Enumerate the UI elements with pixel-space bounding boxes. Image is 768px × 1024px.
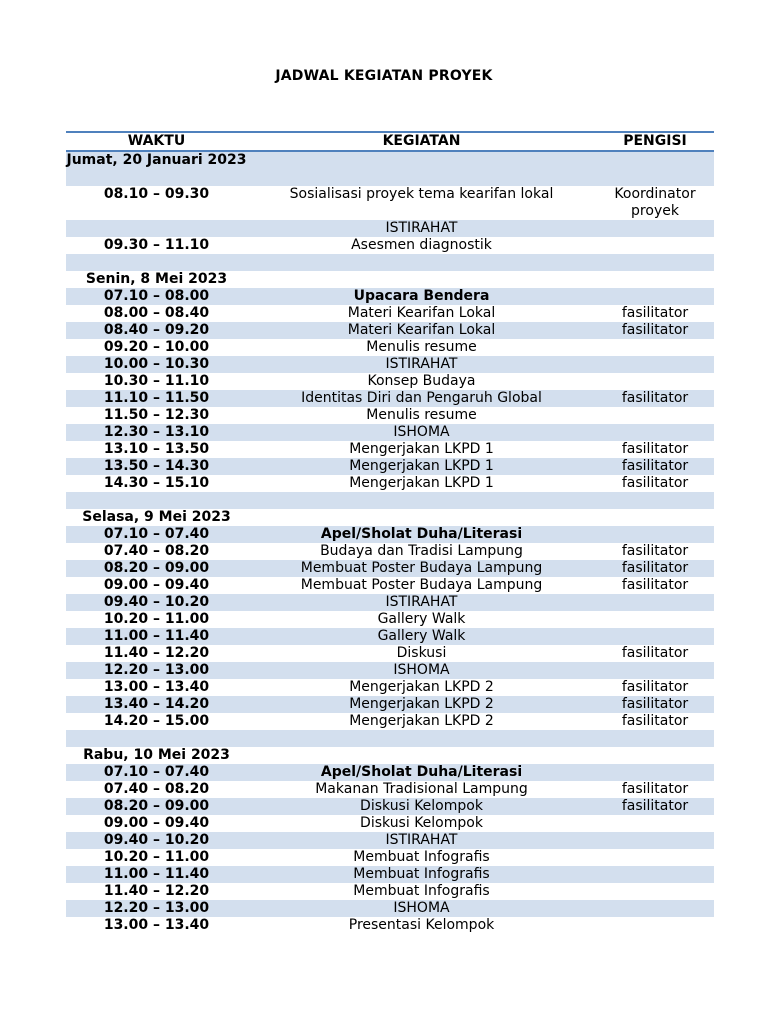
cell-pengisi	[596, 220, 714, 237]
cell-kegiatan: Gallery Walk	[377, 628, 466, 644]
cell-pengisi	[596, 730, 714, 747]
cell-pengisi: fasilitator	[621, 713, 689, 729]
cell-pengisi	[596, 339, 714, 356]
cell-waktu: 11.10 – 11.50	[103, 390, 210, 406]
table-row	[66, 628, 714, 645]
table-row	[66, 305, 714, 322]
cell-pengisi: fasilitator	[621, 305, 689, 321]
cell-waktu: Rabu, 10 Mei 2023	[83, 747, 230, 763]
table-row	[66, 339, 714, 356]
cell-waktu: 08.20 – 09.00	[103, 560, 210, 576]
cell-pengisi	[596, 271, 714, 288]
table-row	[66, 407, 714, 424]
cell-waktu: 10.00 – 10.30	[103, 356, 210, 372]
table-row	[66, 560, 714, 577]
cell-waktu: 07.10 – 08.00	[103, 288, 210, 304]
cell-waktu: 07.40 – 08.20	[103, 543, 210, 559]
cell-waktu: 11.40 – 12.20	[103, 645, 210, 661]
cell-pengisi	[596, 900, 714, 917]
cell-kegiatan: Membuat Poster Budaya Lampung	[300, 560, 543, 576]
cell-kegiatan	[247, 509, 596, 526]
cell-pengisi	[596, 849, 714, 866]
cell-waktu: 10.20 – 11.00	[103, 611, 210, 627]
cell-kegiatan: ISTIRAHAT	[385, 832, 458, 848]
cell-waktu: 14.30 – 15.10	[103, 475, 210, 491]
table-row	[66, 747, 714, 764]
table-row	[66, 254, 714, 271]
header-pengisi: PENGISI	[623, 133, 687, 149]
table-row	[66, 237, 714, 254]
cell-pengisi: fasilitator	[621, 475, 689, 491]
cell-kegiatan: Identitas Diri dan Pengaruh Global	[301, 390, 542, 406]
cell-kegiatan: Mengerjakan LKPD 2	[349, 679, 494, 695]
cell-kegiatan: Presentasi Kelompok	[348, 917, 495, 933]
table-row	[66, 458, 714, 475]
table-row	[66, 645, 714, 662]
cell-waktu: 13.40 – 14.20	[103, 696, 210, 712]
table-row	[66, 271, 714, 288]
cell-pengisi	[596, 254, 714, 271]
cell-waktu: 13.10 – 13.50	[103, 441, 210, 457]
cell-kegiatan: Menulis resume	[366, 339, 477, 355]
table-row	[66, 832, 714, 849]
cell-pengisi: fasilitator	[621, 390, 689, 406]
cell-pengisi: fasilitator	[621, 679, 689, 695]
cell-kegiatan: Asesmen diagnostik	[351, 237, 492, 253]
table-row	[66, 679, 714, 696]
cell-kegiatan: Membuat Infografis	[353, 866, 490, 882]
cell-kegiatan: Menulis resume	[366, 407, 477, 423]
cell-pengisi	[596, 747, 714, 764]
cell-waktu: 11.00 – 11.40	[103, 866, 210, 882]
cell-waktu: 07.10 – 07.40	[103, 764, 210, 780]
cell-kegiatan: Membuat Infografis	[353, 883, 490, 899]
table-body	[66, 152, 714, 934]
cell-pengisi	[596, 764, 714, 781]
cell-kegiatan: Materi Kearifan Lokal	[347, 305, 496, 321]
cell-waktu: 07.10 – 07.40	[103, 526, 210, 542]
table-row	[66, 152, 714, 186]
table-row	[66, 900, 714, 917]
cell-pengisi	[596, 288, 714, 305]
cell-pengisi: fasilitator	[621, 458, 689, 474]
cell-kegiatan: Diskusi Kelompok	[360, 798, 483, 814]
cell-kegiatan: ISHOMA	[393, 900, 450, 916]
table-row	[66, 917, 714, 934]
table-row	[66, 390, 714, 407]
table-row	[66, 441, 714, 458]
cell-waktu: 11.40 – 12.20	[103, 883, 210, 899]
cell-pengisi	[596, 815, 714, 832]
cell-waktu: 14.20 – 15.00	[103, 713, 210, 729]
table-row	[66, 322, 714, 339]
table-row	[66, 373, 714, 390]
table-row	[66, 866, 714, 883]
cell-pengisi: fasilitator	[621, 577, 689, 593]
table-row	[66, 662, 714, 679]
cell-waktu	[66, 730, 247, 747]
cell-waktu: 09.20 – 10.00	[103, 339, 210, 355]
cell-kegiatan: Gallery Walk	[377, 611, 466, 627]
cell-pengisi	[596, 611, 714, 628]
cell-waktu	[66, 254, 247, 271]
cell-pengisi	[596, 424, 714, 441]
cell-pengisi	[596, 526, 714, 543]
cell-pengisi: fasilitator	[621, 560, 689, 576]
cell-waktu: 09.40 – 10.20	[103, 832, 210, 848]
header-kegiatan: KEGIATAN	[382, 133, 461, 149]
cell-kegiatan: Apel/Sholat Duha/Literasi	[320, 526, 523, 542]
table-row	[66, 526, 714, 543]
cell-pengisi	[596, 662, 714, 679]
table-row	[66, 594, 714, 611]
table-row	[66, 798, 714, 815]
cell-waktu: 12.20 – 13.00	[103, 900, 210, 916]
cell-kegiatan: ISHOMA	[393, 424, 450, 440]
cell-kegiatan	[247, 730, 596, 747]
schedule-table	[66, 131, 714, 934]
cell-kegiatan: Membuat Infografis	[353, 849, 490, 865]
cell-waktu: Selasa, 9 Mei 2023	[82, 509, 231, 525]
cell-waktu	[66, 492, 247, 509]
cell-waktu	[66, 220, 247, 237]
cell-waktu: 12.30 – 13.10	[103, 424, 210, 440]
cell-kegiatan: Membuat Poster Budaya Lampung	[300, 577, 543, 593]
table-header	[66, 133, 714, 152]
table-row	[66, 883, 714, 900]
table-row	[66, 186, 714, 220]
cell-waktu: 10.20 – 11.00	[103, 849, 210, 865]
cell-waktu: 12.20 – 13.00	[103, 662, 210, 678]
cell-pengisi: fasilitator	[621, 441, 689, 457]
cell-pengisi	[596, 628, 714, 645]
cell-waktu: 08.10 – 09.30	[103, 186, 210, 202]
cell-kegiatan: Apel/Sholat Duha/Literasi	[320, 764, 523, 780]
table-row	[66, 356, 714, 373]
cell-pengisi: fasilitator	[621, 645, 689, 661]
cell-pengisi: fasilitator	[621, 543, 689, 559]
cell-kegiatan: ISTIRAHAT	[385, 594, 458, 610]
table-row	[66, 730, 714, 747]
table-row	[66, 577, 714, 594]
cell-kegiatan: Mengerjakan LKPD 1	[349, 458, 494, 474]
cell-kegiatan	[247, 152, 596, 186]
cell-pengisi	[596, 594, 714, 611]
cell-waktu: 09.30 – 11.10	[103, 237, 210, 253]
cell-pengisi	[596, 492, 714, 509]
cell-waktu: 08.20 – 09.00	[103, 798, 210, 814]
table-row	[66, 815, 714, 832]
cell-kegiatan	[247, 747, 596, 764]
cell-kegiatan: Mengerjakan LKPD 1	[349, 441, 494, 457]
table-row	[66, 849, 714, 866]
cell-kegiatan: Konsep Budaya	[367, 373, 476, 389]
cell-pengisi	[596, 917, 714, 934]
cell-waktu: 13.00 – 13.40	[103, 679, 210, 695]
table-row	[66, 492, 714, 509]
table-row	[66, 220, 714, 237]
cell-waktu: 09.00 – 09.40	[103, 577, 210, 593]
cell-waktu: 08.00 – 08.40	[103, 305, 210, 321]
cell-waktu: 07.40 – 08.20	[103, 781, 210, 797]
cell-pengisi	[596, 866, 714, 883]
cell-waktu: 08.40 – 09.20	[103, 322, 210, 338]
cell-waktu: 09.40 – 10.20	[103, 594, 210, 610]
header-waktu: WAKTU	[127, 133, 186, 149]
cell-kegiatan: Materi Kearifan Lokal	[347, 322, 496, 338]
cell-kegiatan: Mengerjakan LKPD 1	[349, 475, 494, 491]
cell-pengisi: fasilitator	[621, 798, 689, 814]
cell-kegiatan	[247, 271, 596, 288]
cell-pengisi	[596, 832, 714, 849]
table-row	[66, 713, 714, 730]
cell-kegiatan	[247, 254, 596, 271]
cell-kegiatan: Upacara Bendera	[353, 288, 490, 304]
cell-kegiatan: ISHOMA	[393, 662, 450, 678]
cell-waktu: Senin, 8 Mei 2023	[85, 271, 228, 287]
cell-kegiatan: ISTIRAHAT	[385, 356, 458, 372]
cell-pengisi	[596, 373, 714, 390]
cell-pengisi	[596, 237, 714, 254]
cell-kegiatan: ISTIRAHAT	[385, 220, 458, 236]
cell-waktu: 11.50 – 12.30	[103, 407, 210, 423]
cell-waktu: 13.50 – 14.30	[103, 458, 210, 474]
table-row	[66, 509, 714, 526]
document-title: JADWAL KEGIATAN PROYEK	[275, 68, 493, 84]
table-row	[66, 781, 714, 798]
cell-kegiatan: Sosialisasi proyek tema kearifan lokal	[289, 186, 554, 202]
cell-kegiatan: Mengerjakan LKPD 2	[349, 696, 494, 712]
cell-pengisi	[596, 152, 714, 186]
cell-waktu: 11.00 – 11.40	[103, 628, 210, 644]
cell-pengisi	[596, 356, 714, 373]
cell-pengisi	[596, 407, 714, 424]
cell-kegiatan	[247, 492, 596, 509]
table-row	[66, 696, 714, 713]
cell-pengisi: Koordinator proyek	[614, 186, 696, 219]
cell-kegiatan: Mengerjakan LKPD 2	[349, 713, 494, 729]
cell-kegiatan: Budaya dan Tradisi Lampung	[320, 543, 523, 559]
table-row	[66, 764, 714, 781]
cell-waktu: 10.30 – 11.10	[103, 373, 210, 389]
cell-pengisi: fasilitator	[621, 696, 689, 712]
cell-pengisi: fasilitator	[621, 322, 689, 338]
cell-kegiatan: Makanan Tradisional Lampung	[315, 781, 528, 797]
table-row	[66, 475, 714, 492]
cell-waktu: 09.00 – 09.40	[103, 815, 210, 831]
cell-kegiatan: Diskusi	[396, 645, 447, 661]
table-row	[66, 543, 714, 560]
cell-kegiatan: Diskusi Kelompok	[360, 815, 483, 831]
cell-waktu: Jumat, 20 Januari 2023	[66, 152, 247, 168]
table-row	[66, 288, 714, 305]
cell-pengisi	[596, 883, 714, 900]
cell-waktu: 13.00 – 13.40	[103, 917, 210, 933]
table-row	[66, 424, 714, 441]
cell-pengisi: fasilitator	[621, 781, 689, 797]
table-row	[66, 611, 714, 628]
cell-pengisi	[596, 509, 714, 526]
